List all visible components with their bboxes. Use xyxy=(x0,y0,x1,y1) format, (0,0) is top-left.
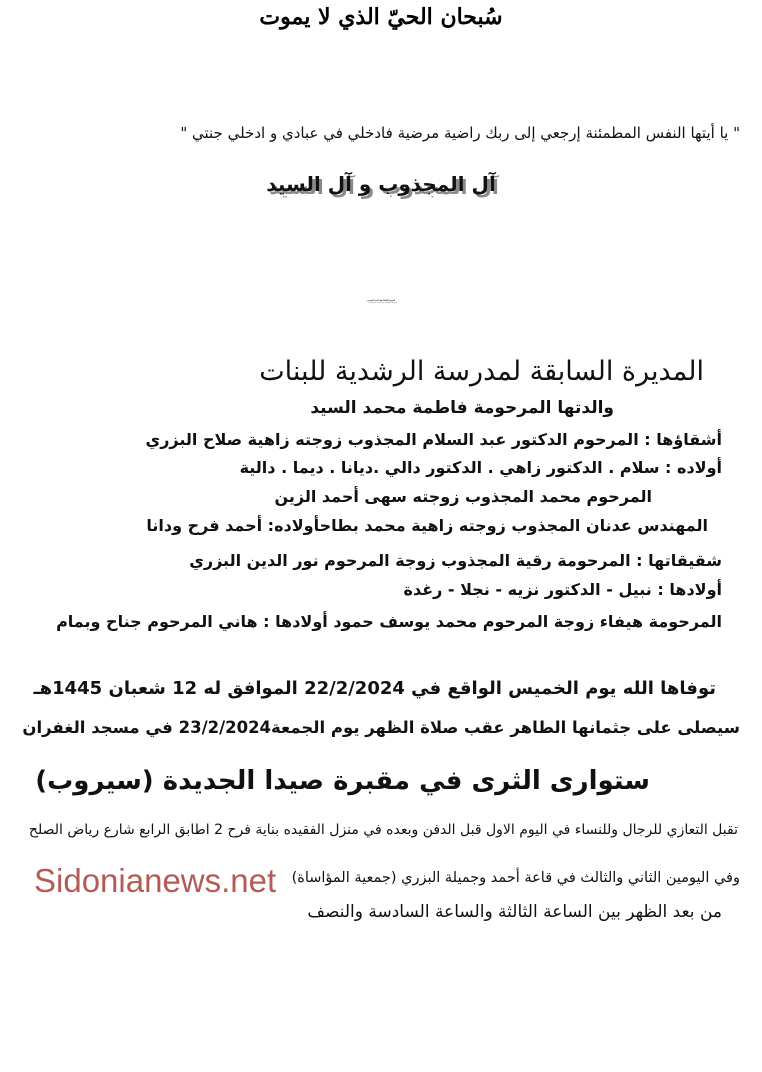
families-heading: آل المجذوب و آل السيد xyxy=(266,172,496,196)
mother-line: والدتها المرحومة فاطمة محمد السيد xyxy=(310,398,614,418)
relatives-line: أولادها : نبيل - الدكتور نزيه - نجلا - رغدة xyxy=(403,580,722,599)
relatives-line: المهندس عدنان المجذوب زوجته زاهية محمد بطاحأولاده: أحمد فرح ودانا xyxy=(146,516,708,535)
relatives-line: أشقاؤها : المرحوم الدكتور عبد السلام المجذوب زوجته زاهية صلاح البزري xyxy=(145,430,722,449)
relatives-line: أولاده : سلام . الدكتور زاهي . الدكتور دالي .ديانا . ديما . دالية xyxy=(239,458,722,477)
funeral-prayer: سيصلى على جثمانها الطاهر عقب صلاة الظهر يوم الجمعة23/2/2024 في مسجد الغفران xyxy=(22,718,740,737)
condolence-line: وفي اليومين الثاني والثالث في قاعة أحمد وجميلة البزري (جمعية المؤاساة) xyxy=(291,870,740,886)
relatives-line: شقيقاتها : المرحومة رقية المجذوب زوجة المرحوم نور الدين البزري xyxy=(189,551,722,570)
condolence-line: من بعد الظهر بين الساعة الثالثة والساعة السادسة والنصف xyxy=(307,902,722,922)
header-calligraphy: سُبحان الحيّ الذي لا يموت xyxy=(259,4,503,30)
relatives-line: المرحوم محمد المجذوب زوجته سهى أحمد الزين xyxy=(274,487,652,506)
death-date: توفاها الله يوم الخميس الواقع في 22/2/2024 الموافق له 12 شعبان 1445هـ xyxy=(33,678,716,699)
condolence-line: تقبل التعازي للرجال وللنساء في اليوم الاول قبل الدفن وبعده في منزل الفقيده بناية فرح 2 اطابق الرابع شارع رياض الصلح xyxy=(28,822,738,838)
relatives-line: المرحومة هيفاء زوجة المرحوم محمد يوسف حمود أولادها : هاني المرحوم جناح وبمام xyxy=(56,612,722,631)
site-watermark: Sidonianews.net xyxy=(34,862,277,899)
deceased-name: المربية الفاضلة هلا أحمد المجذوب xyxy=(366,300,396,302)
burial-info: ستوارى الثرى في مقبرة صيدا الجديدة (سيروب) xyxy=(35,766,650,796)
quran-verse: " يا أيتها النفس المطمئنة إرجعي إلى ربك راضية مرضية فادخلي في عبادي و ادخلي جنتي " xyxy=(180,124,740,142)
deceased-title: المديرة السابقة لمدرسة الرشدية للبنات xyxy=(259,356,704,387)
